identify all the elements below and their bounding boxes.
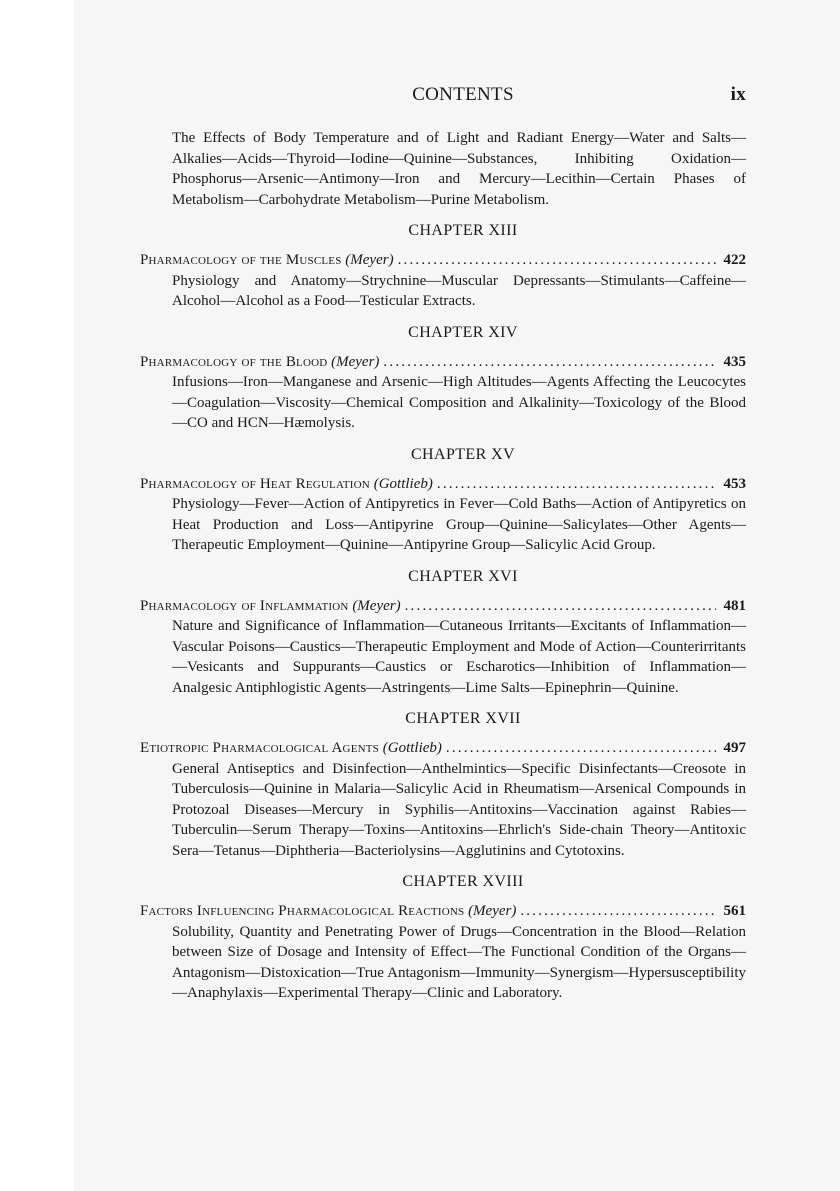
entry-author: (Meyer): [345, 252, 394, 268]
chapter-heading: CHAPTER XVII: [405, 710, 521, 727]
entry-page-number: 497: [723, 740, 746, 756]
entry-author: (Gottlieb): [373, 475, 433, 492]
entry-page-number: 481: [723, 597, 746, 614]
dot-leader: [405, 596, 716, 617]
chapter-15: [140, 446, 746, 556]
chapter-summary: General Antiseptics and Disinfection—Anthelmintics—Specific Disinfectants—Creosote in Tuberculosis—Quinine in Malaria—Salicylic Acid in Rheumatism—Arsenical Compounds in Protozoal Diseases—Mercury in Syphilis—Antitoxins—Vaccination against Rabies—Tuberculin—Serum Therapy—Toxins—Antitoxins—Ehrlich's Side-chain Theory—Antitoxic Sera—Tetanus—Diphtheria—Bacteriolysins—Agglutinins and Cytotoxins.: [172, 760, 746, 859]
entry-page-number: 435: [723, 353, 746, 370]
entry-title: Pharmacology of Heat Regulation: [140, 475, 370, 492]
dot-leader: [446, 738, 716, 759]
toc-entry[interactable]: [140, 474, 746, 495]
chapter-summary: Infusions—Iron—Manganese and Arsenic—High Altitudes—Agents Affecting the Leucocytes—Coagulation—Viscosity—Chemical Composition and Alkalinity—Toxicology of the Blood—CO and HCN—Hæmolysis.: [172, 374, 746, 431]
toc-entry[interactable]: [140, 352, 746, 373]
entry-title: Etiotropic Pharmacological Agents: [140, 740, 379, 756]
dot-leader: [383, 352, 716, 373]
dot-leader: [398, 250, 716, 271]
chapter-summary: Solubility, Quantity and Penetrating Power of Drugs—Concentration in the Blood—Relation between Size of Dosage and Intensity of Effect—The Functional Condition of the Organs—Antagonism—Distoxication—True Antagonism—Immunity—Synergism—Hypersusceptibility—Anaphylaxis—Experimental Therapy—Clinic and Laboratory.: [172, 923, 746, 1001]
entry-page-number: 453: [723, 475, 746, 492]
entry-author: (Meyer): [331, 353, 380, 370]
chapter-heading: CHAPTER XVIII: [402, 873, 524, 890]
contents-page: [140, 84, 746, 1004]
chapter-18: [140, 873, 746, 1004]
entry-author: (Gottlieb): [382, 740, 442, 756]
entry-author: (Meyer): [352, 597, 401, 614]
dot-leader: [437, 474, 716, 495]
toc-entry[interactable]: [140, 250, 746, 271]
chapter-summary: The Effects of Body Temperature and of Light and Radiant Energy—Water and Salts—Alkalies—Acids—Thyroid—Iodine—Quinine—Substances, Inhibiting Oxidation—Phosphorus—Arsenic—Antimony—Iron and Mercury—Lecithin—Certain Phases of Metabolism—Carbohydrate Metabolism—Purine Metabolism.: [172, 130, 746, 208]
entry-title: Pharmacology of the Muscles: [140, 252, 342, 268]
chapter-17: [140, 710, 746, 861]
chapter-summary: Physiology—Fever—Action of Antipyretics in Fever—Cold Baths—Action of Antipyretics on Heat Production and Loss—Antipyrine Group—Quinine—Salicylates—Other Agents—Therapeutic Employment—Quinine—Antipyrine Group—Salicylic Acid Group.: [172, 496, 746, 553]
running-head: [140, 84, 746, 112]
chapter-heading: CHAPTER XV: [410, 445, 515, 463]
chapter-13: [140, 222, 746, 312]
chapter-14: [140, 324, 746, 434]
toc-entry[interactable]: [140, 738, 746, 759]
chapter-heading: CHAPTER XIII: [408, 222, 518, 239]
page-title: CONTENTS: [412, 84, 514, 105]
chapter-heading: CHAPTER XIV: [408, 323, 518, 341]
chapter-16: [140, 568, 746, 699]
chapter-heading: CHAPTER XVI: [408, 567, 518, 585]
page-number: ix: [730, 84, 746, 105]
toc-entry[interactable]: [140, 901, 746, 922]
entry-page-number: 561: [723, 903, 746, 919]
toc-entry[interactable]: [140, 596, 746, 617]
entry-author: (Meyer): [468, 903, 517, 919]
chapter-summary: Physiology and Anatomy—Strychnine—Muscular Depressants—Stimulants—Caffeine—Alcohol—Alcohol as a Food—Testicular Extracts.: [172, 272, 746, 309]
entry-title: Factors Influencing Pharmacological Reactions: [140, 903, 465, 919]
dot-leader: [520, 901, 716, 922]
entry-title: Pharmacology of Inflammation: [140, 597, 349, 614]
continued-chapter-summary: [140, 128, 746, 210]
entry-page-number: 422: [723, 252, 746, 268]
entry-title: Pharmacology of the Blood: [140, 353, 328, 370]
chapter-summary: Nature and Significance of Inflammation—Cutaneous Irritants—Excitants of Inflammation—Vascular Poisons—Caustics—Therapeutic Employment and Mode of Action—Counterirritants—Vesicants and Suppurants—Caustics or Escharotics—Inhibition of Inflammation—Analgesic Antiphlogistic Agents—Astringents—Lime Salts—Epinephrin—Quinine.: [172, 618, 746, 696]
